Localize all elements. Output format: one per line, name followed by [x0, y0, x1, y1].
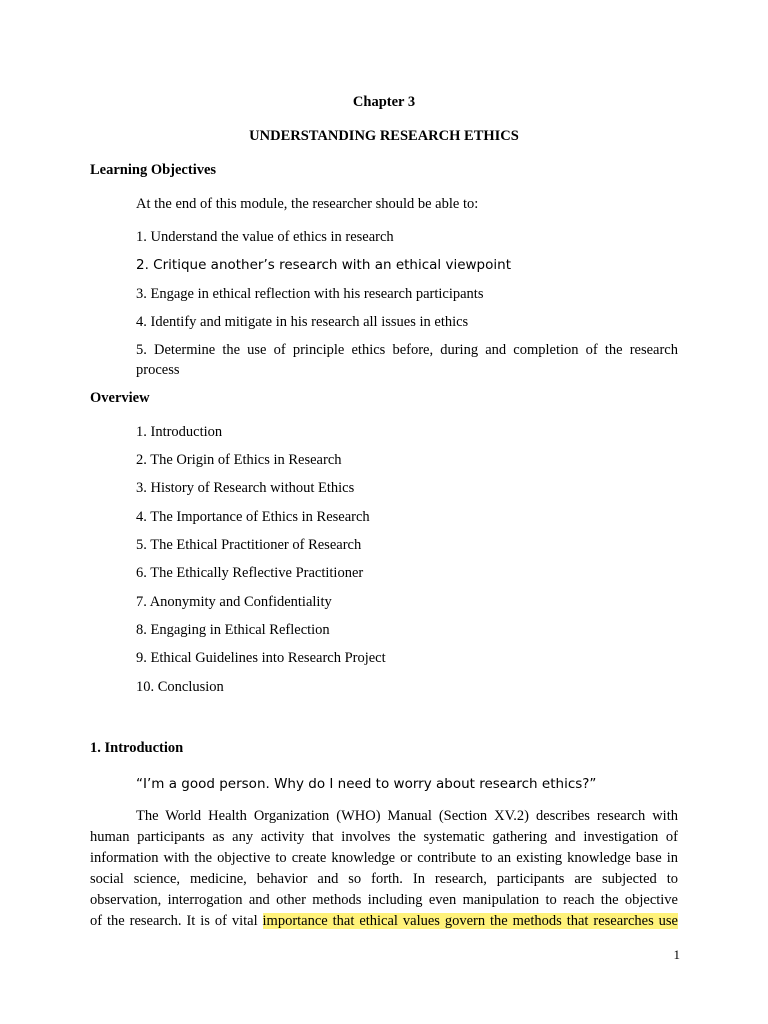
overview-item: 1. Introduction: [136, 424, 223, 440]
overview-item: 8. Engaging in Ethical Reflection: [136, 622, 330, 638]
paragraph-line: social science, medicine, behavior and so forth. In research, participants are subjected to: [90, 871, 678, 887]
learning-objectives-heading: Learning Objectives: [90, 162, 217, 178]
paragraph-line: information with the objective to create knowledge or contribute to an existing knowledge base in: [90, 850, 678, 866]
objective-item-5: [136, 340, 678, 380]
introduction-paragraph-first-line: [90, 806, 678, 827]
overview-heading: Overview: [90, 390, 150, 406]
objective-item-5-line: 5. Determine the use of principle ethics before, during and completion of the research: [136, 342, 678, 358]
paragraph-line: human participants as any activity that involves the systematic gathering and investigation of: [90, 829, 678, 845]
page-number: 1: [673, 947, 680, 962]
introduction-paragraph: [90, 827, 678, 932]
paragraph-line: The World Health Organization (WHO) Manual (Section XV.2) describes research with: [136, 808, 678, 824]
learning-objectives-intro: At the end of this module, the researcher should be able to:: [136, 196, 479, 212]
introduction-heading: 1. Introduction: [90, 740, 184, 756]
overview-item: 3. History of Research without Ethics: [136, 480, 355, 496]
objective-item: 1. Understand the value of ethics in research: [136, 229, 394, 245]
paragraph-last-line: [90, 911, 678, 932]
highlighted-text: importance that ethical values govern the methods that researches use: [262, 913, 678, 929]
overview-item: 9. Ethical Guidelines into Research Project: [136, 650, 386, 666]
objective-item: 3. Engage in ethical reflection with his research participants: [136, 286, 484, 302]
overview-item: 5. The Ethical Practitioner of Research: [136, 537, 362, 553]
paragraph-plain-text: of the research. It is of vital: [90, 913, 263, 929]
chapter-label: Chapter 3: [352, 94, 416, 110]
objective-item: 2. Critique another’s research with an ethical viewpoint: [136, 257, 511, 273]
chapter-title: UNDERSTANDING RESEARCH ETHICS: [249, 128, 519, 144]
paragraph-line: observation, interrogation and other methods including even manipulation to reach the objective: [90, 892, 678, 908]
overview-item: 7. Anonymity and Confidentiality: [136, 594, 332, 610]
overview-item: 6. The Ethically Reflective Practitioner: [136, 565, 364, 581]
introduction-quote: “I’m a good person. Why do I need to worry about research ethics?”: [136, 776, 597, 792]
overview-item: 2. The Origin of Ethics in Research: [136, 452, 342, 468]
objective-item-5-line: process: [136, 362, 180, 378]
overview-item: 4. The Importance of Ethics in Research: [136, 509, 370, 525]
objective-item: 4. Identify and mitigate in his research all issues in ethics: [136, 314, 469, 330]
overview-item: 10. Conclusion: [136, 679, 224, 695]
